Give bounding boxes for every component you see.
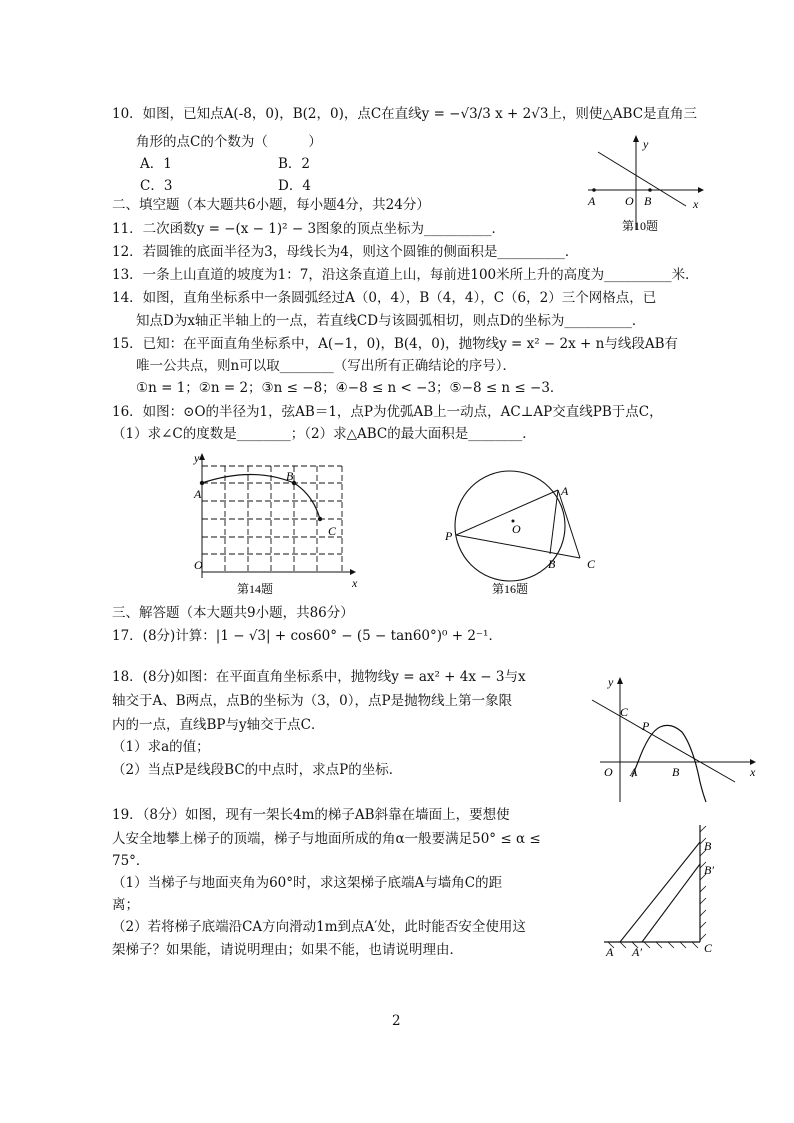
q10-fig-x-label: x bbox=[693, 197, 699, 211]
q18-fig-p-label: P bbox=[642, 719, 650, 733]
q14-fig-a-label: A bbox=[194, 487, 202, 501]
q10-fig-y-label: y bbox=[643, 137, 649, 151]
q13: 13．一条上山直道的坡度为1：7，沿这条直道上山，每前进100米所上升的高度为__________米． bbox=[112, 267, 699, 283]
q10-option-d: D．4 bbox=[278, 178, 311, 194]
q19-line3: 75°． bbox=[112, 853, 150, 869]
q14-fig-y-label: y bbox=[194, 451, 200, 465]
q18-line3: 内的一点，直线BP与y轴交于点C． bbox=[112, 717, 325, 733]
q16-fig-a-label: A bbox=[561, 484, 569, 498]
q10-line1: 10．如图，已知点A(-8，0)，B(2，0)，点C在直线y = −√3/3 x + 2√3上，则使△ABC是直角三 bbox=[112, 106, 698, 122]
q18-line2: 轴交于A、B两点，点B的坐标为（3，0），点P是抛物线上第一象限 bbox=[112, 693, 513, 709]
q16-fig-o-label: O bbox=[512, 522, 521, 536]
q16-fig-b-label: B bbox=[548, 557, 556, 571]
q10-option-c: C．3 bbox=[140, 178, 173, 194]
q19-part2a: （2）若将梯子底端沿CA方向滑动1m到点A′处，此时能否安全使用这 bbox=[112, 919, 526, 935]
q18-line1: 18．(8分)如图：在平面直角坐标系中，抛物线y = ax² + 4x − 3与x bbox=[112, 669, 526, 685]
q18-fig-a-label: A bbox=[630, 765, 638, 779]
q16-fig-p-label: P bbox=[445, 529, 453, 543]
q14-line2: 知点D为x轴正半轴上的一点，若直线CD与该圆弧相切，则点D的坐标为__________． bbox=[136, 313, 646, 329]
q16-line1: 16．如图：⊙O的半径为1，弦AB＝1，点P为优弧AB上一动点，AC⊥AP交直线PB于点C， bbox=[112, 404, 663, 420]
q15-line1: 15．已知：在平面直角坐标系中，A(−1，0)，B(4，0)，抛物线y = x² − 2x + n与线段AB有 bbox=[112, 336, 678, 352]
q17: 17．(8分)计算：|1 − √3| + cos60° − (5 − tan60°)⁰ + 2⁻¹． bbox=[112, 628, 502, 644]
q19-part1a: （1）当梯子与地面夹角为60°时，求这架梯子底端A与墙角C的距 bbox=[112, 875, 503, 891]
q11: 11．二次函数y = −(x − 1)² − 3图象的顶点坐标为__________． bbox=[112, 221, 506, 237]
q16-fig-caption: 第16题 bbox=[492, 582, 529, 596]
q19-line1: 19．（8分）如图，现有一架长4m的梯子AB斜靠在墙面上，要想使 bbox=[112, 807, 510, 823]
figure-q19 bbox=[596, 820, 726, 962]
figure-q14 bbox=[180, 448, 370, 596]
q14-fig-x-label: x bbox=[352, 576, 358, 590]
q18-fig-c-label: C bbox=[620, 705, 629, 719]
q19-fig-a-prime-label: A′ bbox=[632, 945, 642, 959]
figure-q16 bbox=[440, 468, 610, 598]
q19-part2b: 架梯子？如果能，请说明理由；如果不能，也请说明理由． bbox=[112, 942, 463, 958]
q14-line1: 14．如图，直角坐标系中一条圆弧经过A（0，4），B（4，4），C（6，2）三个网格点，已 bbox=[112, 290, 657, 306]
q19-line2: 人安全地攀上梯子的顶端，梯子与地面所成的角α一般要满足50° ≤ α ≤ bbox=[112, 831, 541, 847]
q14-fig-c-label: C bbox=[328, 524, 337, 538]
section-2-heading: 二、填空题（本大题共6小题，每小题4分，共24分） bbox=[112, 197, 430, 213]
q18-part2: （2）当点P是线段BC的中点时，求点P的坐标． bbox=[112, 762, 403, 778]
q18-fig-x-label: x bbox=[750, 765, 756, 779]
q16-fig-c-label: C bbox=[587, 557, 596, 571]
q15-line3: ①n = 1；②n = 2；③n ≤ −8；④−8 ≤ n < −3；⑤−8 ≤ n ≤ −3． bbox=[136, 380, 564, 396]
q14-fig-o-label: O bbox=[194, 558, 203, 572]
q10-option-b: B．2 bbox=[278, 156, 311, 172]
q19-fig-b-label: B bbox=[704, 839, 712, 853]
q10-option-a: A．1 bbox=[140, 156, 172, 172]
q19-fig-a-label: A bbox=[606, 945, 614, 959]
q19-fig-c-label: C bbox=[704, 941, 713, 955]
figure-q18 bbox=[590, 672, 760, 806]
q10-line2: 角形的点C的个数为（ ） bbox=[136, 134, 322, 150]
q19-fig-b-prime-label: B′ bbox=[704, 863, 714, 877]
q14-fig-b-label: B bbox=[286, 469, 294, 483]
q18-fig-y-label: y bbox=[608, 675, 614, 689]
q18-fig-b-label: B bbox=[672, 765, 680, 779]
q18-part1: （1）求a的值； bbox=[112, 739, 210, 755]
q10-fig-b-label: B bbox=[644, 194, 652, 208]
q18-fig-o-label: O bbox=[604, 765, 613, 779]
page-number: 2 bbox=[392, 1013, 401, 1029]
section-3-heading: 三、解答题（本大题共9小题，共86分） bbox=[112, 605, 354, 621]
q14-fig-caption: 第14题 bbox=[237, 582, 274, 596]
q10-fig-a-label: A bbox=[588, 194, 596, 208]
q19-part1b: 离； bbox=[112, 897, 139, 913]
q15-line2: 唯一公共点，则n可以取________（写出所有正确结论的序号）． bbox=[136, 358, 516, 374]
q10-fig-o-label: O bbox=[625, 194, 634, 208]
q12: 12．若圆锥的底面半径为3，母线长为4，则这个圆锥的侧面积是__________． bbox=[112, 244, 579, 260]
q10-fig-caption: 第10题 bbox=[622, 219, 659, 233]
q16-line2: （1）求∠C的度数是________；（2）求△ABC的最大面积是________． bbox=[112, 426, 536, 442]
figure-q10 bbox=[580, 130, 710, 240]
